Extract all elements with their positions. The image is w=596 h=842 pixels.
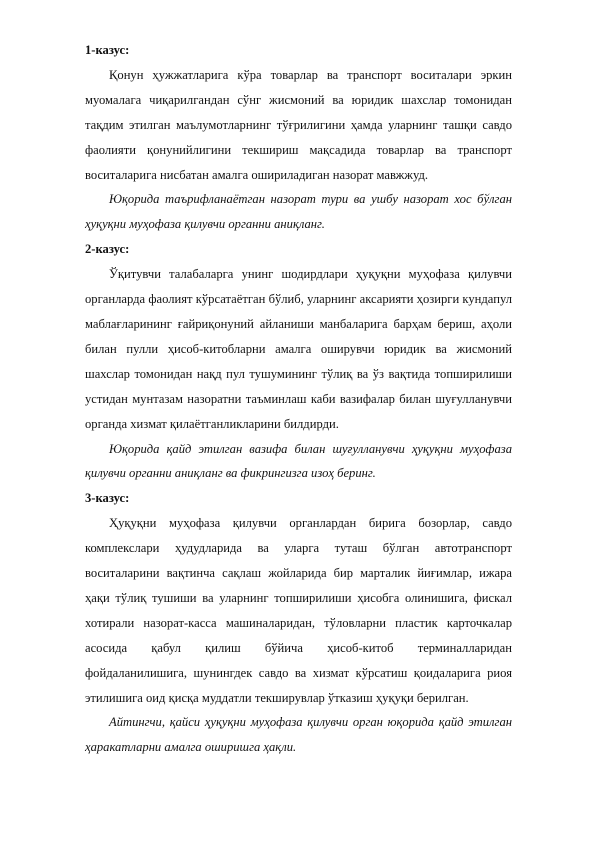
case-title: 3-казус: — [85, 491, 130, 506]
case-title: 2-казус: — [85, 242, 130, 257]
case-body: Ҳуқуқни муҳофаза қилувчи органлардан бирига бозорлар, савдо комплекслари ҳудудларида ва уларга туташ бўлган автотранспорт воситаларини вақтинча сақлаш жойларида бир марталик йиғимлар, ижара ҳақи тўлиқ тушиши ва уларнинг топширилиши ҳисобга олинишига, фискал хотирали назорат-касса машиналаридан, тўловларни пластик карточкалар асосида қабул қилиш бўйича ҳисоб-китоб терминалларидан фойдаланилишига, шунингдек савдо ва хизмат кўрсатиш қоидаларига риоя этилишига оид қисқа муддатли текширувлар ўтказиш ҳуқуқи берилган. — [85, 516, 512, 705]
case-task: Юқорида таърифланаётган назорат тури ва ушбу назорат хос бўлган ҳуқуқни муҳофаза қилувчи органни аниқланг. — [85, 192, 512, 232]
case-3 — [85, 486, 512, 760]
case-2 — [85, 237, 512, 486]
document-page — [85, 38, 512, 760]
case-body: Ўқитувчи талабаларга унинг шодирдлари ҳуқуқни муҳофаза қилувчи органларда фаолият кўрсатаётган бўлиб, уларнинг аксарияти ҳозирги кундапул маблағларининг ғайриқонуний айланиши манбаларига барҳам бериш, аҳоли билан пулли ҳисоб-китобларни амалга оширувчи юридик ва жисмоний шахслар томонидан нақд пул тушумининг тўлиқ ва ўз вақтида топширилиши устидан мунтазам назоратни таъминлаш каби вазифалар билан шуғулланувчи органда хизмат қилаётганликларини билдирди. — [85, 267, 512, 431]
case-body: Қонун ҳужжатларига кўра товарлар ва транспорт воситалари эркин муомалага чиқарилгандан сўнг жисмоний ва юридик шахслар томонидан тақдим этилган маълумотларнинг тўғрилигини ҳамда уларнинг ташқи савдо фаолияти қонунийлигини текшириш мақсадида товарлар ва транспорт воситаларига нисбатан амалга ошириладиган назорат мавжжуд. — [85, 67, 512, 182]
case-task: Юқорида қайд этилган вазифа билан шуғулланувчи ҳуқуқни муҳофаза қилувчи органни аниқланг ва фикрингизга изоҳ беринг. — [85, 441, 512, 481]
case-title: 1-казус: — [85, 43, 130, 57]
case-1 — [85, 38, 512, 237]
case-task: Айтингчи, қайси ҳуқуқни муҳофаза қилувчи орган юқорида қайд этилган ҳаракатларни амалга оширишга ҳақли. — [85, 715, 512, 755]
